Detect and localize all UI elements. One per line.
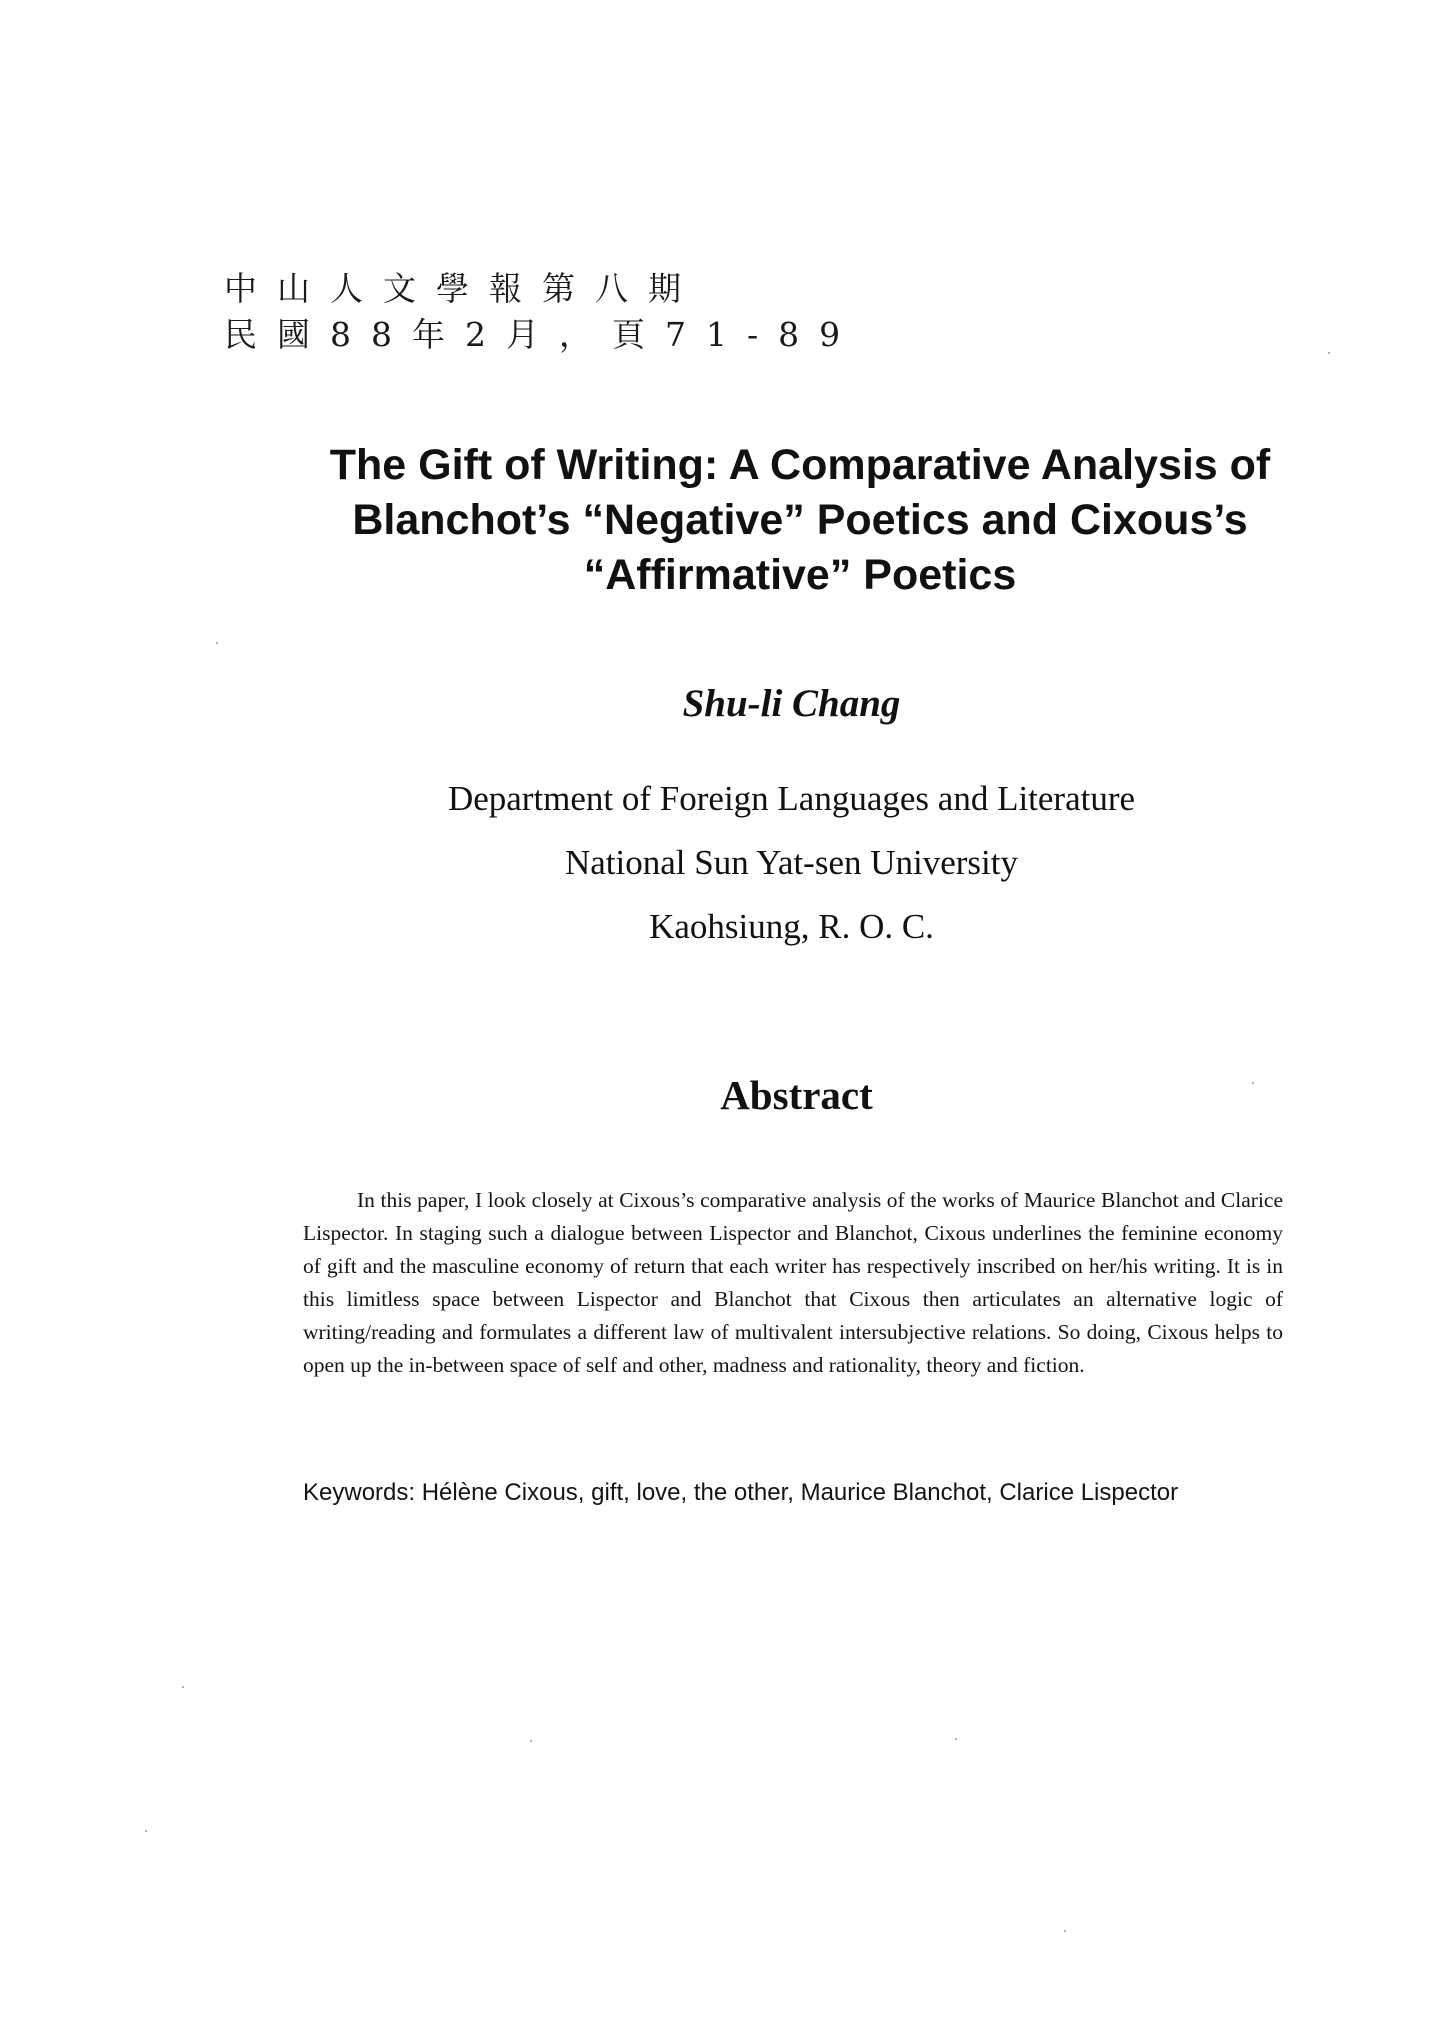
title-line-3: “Affirmative” Poetics bbox=[583, 551, 1017, 599]
scan-speck bbox=[1064, 1930, 1066, 1932]
journal-issue-info: 民國88年2月，頁71-89 bbox=[224, 315, 861, 354]
affiliation-department: Department of Foreign Languages and Literature bbox=[447, 779, 1136, 818]
abstract-body: In this paper, I look closely at Cixous’s comparative analysis of the works of Maurice Blanchot and Clarice Lispector. In staging such a dialogue between Lispector and Blanchot, Cixous underlines the feminine economy of gift and the masculine economy of return that each writer has respectively inscribed on her/his writing. It is in this limitless space between Lispector and Blanchot that Cixous then articulates an alternative logic of writing/reading and formulates a different law of multivalent intersubjective relations. So doing, Cixous helps to open up the in-between space of self and other, madness and rationality, theory and fiction. bbox=[303, 1187, 1283, 1377]
scan-speck bbox=[1252, 1082, 1254, 1084]
affiliation-university: National Sun Yat-sen University bbox=[564, 843, 1019, 882]
paper-title bbox=[240, 438, 1360, 603]
journal-header bbox=[224, 266, 860, 358]
journal-name: 中山人文學報第八期 bbox=[224, 269, 701, 308]
scan-speck bbox=[182, 1686, 184, 1688]
scan-speck bbox=[145, 1830, 147, 1832]
scan-speck bbox=[530, 1740, 532, 1742]
scan-speck bbox=[1328, 352, 1330, 354]
scan-speck bbox=[955, 1738, 957, 1740]
abstract-heading: Abstract bbox=[720, 1072, 873, 1118]
title-line-2: Blanchot’s “Negative” Poetics and Cixous’s bbox=[352, 496, 1248, 544]
keywords-line: Keywords: Hélène Cixous, gift, love, the other, Maurice Blanchot, Clarice Lispector bbox=[303, 1479, 1179, 1506]
affiliation-location: Kaohsiung, R. O. C. bbox=[649, 907, 934, 946]
author-name: Shu-li Chang bbox=[682, 682, 901, 725]
author-affiliation bbox=[0, 767, 1433, 959]
scan-speck bbox=[216, 642, 218, 644]
title-line-1: The Gift of Writing: A Comparative Analysis of bbox=[329, 441, 1271, 489]
